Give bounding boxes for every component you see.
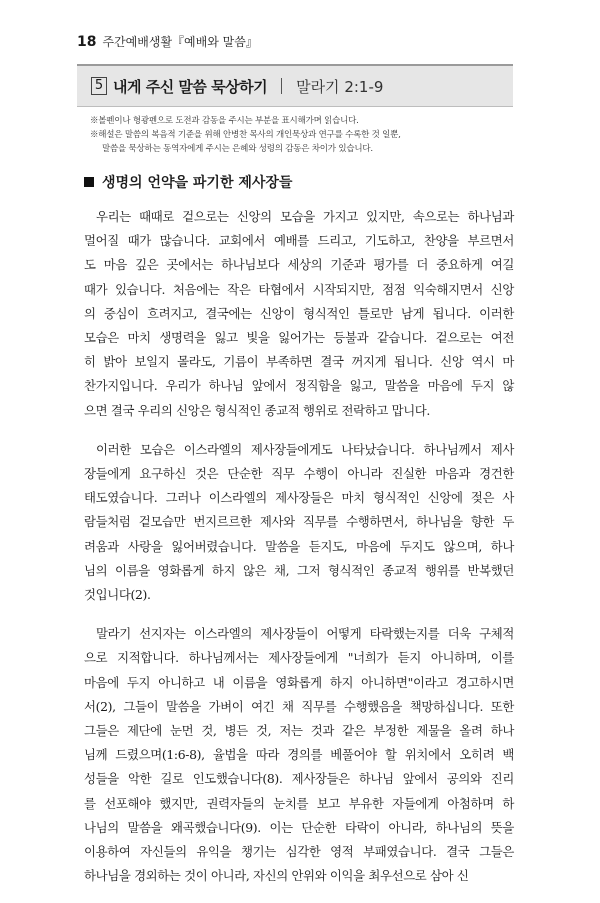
text-line: 히 밝아 보일지 몰라도, 기름이 부족하면 결국 꺼지게 됩니다. 신앙 역시 마 [84,354,514,370]
paragraph [84,438,514,607]
note-line: ※볼펜이나 형광펜으로 도전과 감동을 주시는 부분을 표시해가며 읽습니다. [90,116,359,126]
text-line: 말라기 선지자는 이스라엘의 제사장들이 어떻게 타락했는지를 더욱 구체적 [96,626,514,642]
square-bullet-icon [84,177,94,187]
text-line: 이용하여 자신들의 유익을 챙기는 심각한 영적 부패였습니다. 결국 그들은 [84,844,514,860]
text-line: 태도였습니다. 그러나 이스라엘의 제사장들은 마치 형식적인 신앙에 젖은 사 [84,490,514,506]
subheading [84,172,292,192]
text-line: 찬가지입니다. 우리가 하나님 앞에서 정직함을 잃고, 말씀을 마음에 두지 않 [84,378,514,394]
text-line: 멀어질 때가 많습니다. 교회에서 예배를 드리고, 기도하고, 찬양을 부르면서 [84,233,514,249]
body-text [84,205,514,903]
text-line: 도 마음 깊은 곳에서는 하나님보다 세상의 기준과 평가를 더 중요하게 여길 [84,257,514,273]
running-title: 주간예배생활『예배와 말씀』 [102,35,258,49]
text-line: 나님의 말씀을 왜곡했습니다(9). 이는 단순한 타락이 아니라, 하나님의 뜻을 [84,819,514,835]
section-number: 5 [91,77,107,95]
paragraph [84,205,514,423]
section-title: 내게 주신 말씀 묵상하기 [113,77,268,96]
text-line: 그들은 제단에 눈먼 것, 병든 것, 저는 것과 같은 부정한 제물을 올려 하나 [84,723,514,739]
scripture-reference: 말라기 2:1-9 [296,77,384,96]
text-line: 장들에게 요구하신 것은 단순한 직무 수행이 아니라 진실한 마음과 경건한 [84,466,514,482]
text-line: 이러한 모습은 이스라엘의 제사장들에게도 나타났습니다. 하나님께서 제사 [96,441,514,457]
text-line: 때가 있습니다. 처음에는 작은 타협에서 시작되지만, 점점 익숙해지면서 신앙 [84,281,514,297]
text-line: 우리는 때때로 겉으로는 신앙의 모습을 가지고 있지만, 속으로는 하나님과 [96,209,514,224]
note-line: 말씀을 묵상하는 동역자에게 주시는 은혜와 성령의 감동은 차이가 있습니다. [102,144,373,154]
paragraph [84,622,514,888]
text-line: 으면 결국 우리의 신앙은 형식적인 종교적 행위로 전락하고 맙니다. [84,402,431,418]
text-line: 람들처럼 겉모습만 번지르르한 제사와 직무를 수행하면서, 하나님을 향한 두 [84,514,514,530]
text-line: 으로 지적합니다. 하나님께서는 제사장들에게 "너희가 듣지 아니하며, 이를 [84,650,514,666]
text-line: 려움과 사랑을 잃어버렸습니다. 말씀을 듣지도, 마음에 두지도 않으며, 하나 [84,538,514,554]
title-divider [281,78,282,94]
section-title-box [77,64,513,107]
subheading-text: 생명의 언약을 파기한 제사장들 [102,175,293,191]
text-line: 님께 드렸으며(1:6-8), 율법을 따라 경의를 베풀어야 할 위치에서 오히려 백 [84,747,514,763]
reading-notes [90,114,510,156]
text-line: 의 중심이 흐려지고, 결국에는 신앙이 형식적인 틀로만 남게 됩니다. 이러한 [84,305,514,321]
text-line: 것입니다(2). [84,587,151,603]
text-line: 모습은 마치 생명력을 잃고 빛을 잃어가는 등불과 같습니다. 겉으로는 여전 [84,330,514,346]
note-line: ※해설은 말씀의 복음적 기준을 위해 안병찬 목사의 개인묵상과 연구를 수록한 것 일뿐, [90,130,401,140]
text-line: 를 선포해야 했지만, 권력자들의 눈치를 보고 부유한 자들에게 아첨하며 하 [84,795,514,811]
text-line: 서(2), 그들이 말씀을 가벼이 여긴 채 직무를 수행했음을 책망하십니다. 또한 [84,698,514,714]
text-line: 성들을 악한 길로 인도했습니다(8). 제사장들은 하나님 앞에서 공의와 진리 [84,771,514,787]
text-line: 하나님을 경외하는 것이 아니라, 자신의 안위와 이익을 최우선으로 삼아 신 [84,868,469,884]
page-number: 18 [77,34,97,50]
page-header [77,33,258,50]
text-line: 마음에 두지 아니하고 내 이름을 영화롭게 하지 아니하면"이라고 경고하시면 [84,674,514,690]
text-line: 님의 이름을 영화롭게 하지 않은 채, 그저 형식적인 종교적 행위를 반복했던 [84,562,514,578]
